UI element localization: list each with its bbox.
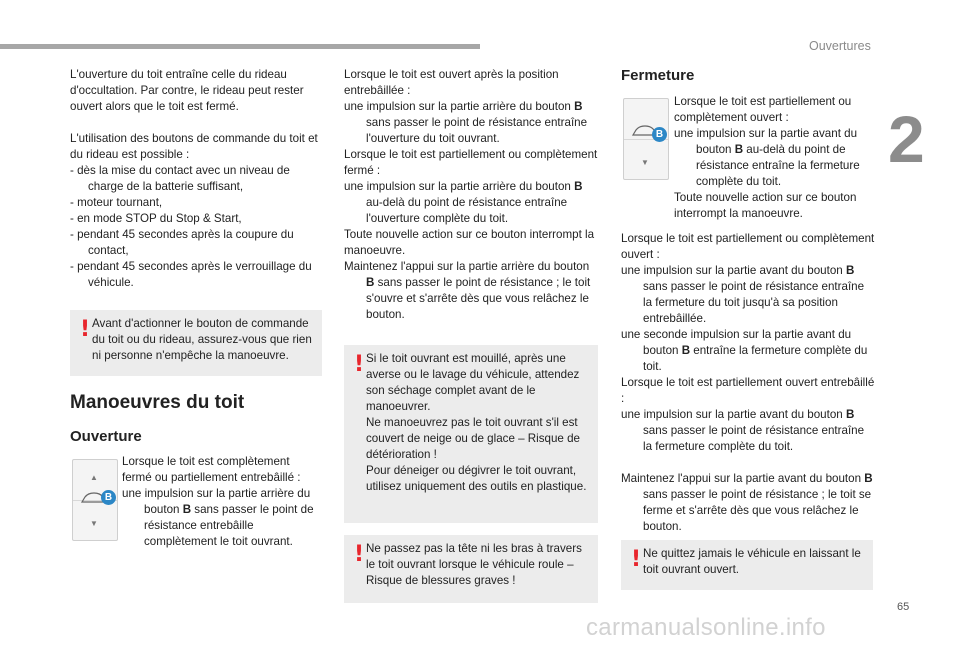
page-heading: Manoeuvres du toit <box>70 392 245 413</box>
list-item: - en mode STOP du Stop & Start, <box>70 212 242 225</box>
paragraph: L'ouverture du toit entraîne celle du rideau d'occultation. Par contre, le rideau peut rester ouvert alors que le toit est fermé. <box>70 68 304 113</box>
warning-icon: ! <box>80 317 91 342</box>
column-2 <box>344 67 598 323</box>
list-item: Maintenez l'appui sur la partie avant du bouton B sans passer le point de résistance ; le toit se ferme et s'arrête dès que vous relâchez le bouton. <box>621 472 873 533</box>
paragraph: Lorsque le toit est partiellement ou complètement fermé : <box>344 148 598 177</box>
paragraph: Lorsque le toit est partiellement ou complètement ouvert : <box>621 232 875 261</box>
paragraph: Toute nouvelle action sur ce bouton interrompt la manoeuvre. <box>344 228 595 257</box>
arrow-down-icon: ▼ <box>641 158 649 167</box>
header-bar <box>0 44 480 49</box>
roof-switch-icon <box>72 459 118 541</box>
warning-icon: ! <box>354 542 365 567</box>
closing-instructions <box>674 94 874 222</box>
subheading-closing: Fermeture <box>621 67 695 84</box>
column-3 <box>621 231 875 535</box>
warning-box <box>621 540 873 590</box>
arrow-down-icon: ▼ <box>90 519 98 528</box>
paragraph: L'utilisation des boutons de commande du toit et du rideau est possible : <box>70 132 318 161</box>
list-item: une impulsion sur la partie arrière du bouton B sans passer le point de résistance entrebâille complètement le toit ouvrant. <box>122 487 314 548</box>
subheading-opening: Ouverture <box>70 428 142 445</box>
warning-icon: ! <box>631 547 642 572</box>
warning-box <box>344 535 598 603</box>
opening-instructions <box>122 454 322 550</box>
paragraph: Lorsque le toit est partiellement ouvert entrebâillé : <box>621 376 875 405</box>
paragraph: Lorsque le toit est complètement fermé ou partiellement entrebâillé : <box>122 455 301 484</box>
roof-switch-icon <box>623 98 669 180</box>
list-item: Maintenez l'appui sur la partie arrière du bouton B sans passer le point de résistance ; le toit s'ouvre et s'arrête dès que vous relâchez le bouton. <box>344 260 591 321</box>
page-number: 65 <box>897 601 910 613</box>
list-item: une impulsion sur la partie arrière du bouton B au-delà du point de résistance entraîne l'ouverture complète du toit. <box>344 180 583 225</box>
button-b-badge: B <box>652 127 667 142</box>
chapter-number: 2 <box>888 102 925 176</box>
column-1 <box>70 67 322 291</box>
list-item: une impulsion sur la partie avant du bouton B au-delà du point de résistance entraîne la fermeture complète du toit. <box>674 127 860 188</box>
list-item: - dès la mise du contact avec un niveau de charge de la batterie suffisant, <box>70 164 290 193</box>
warning-text: Ne quittez jamais le véhicule en laissant le toit ouvrant ouvert. <box>643 547 861 576</box>
warning-box <box>70 310 322 376</box>
watermark: carmanualsonline.info <box>586 614 826 641</box>
arrow-up-icon: ▲ <box>90 473 98 482</box>
paragraph: Toute nouvelle action sur ce bouton interrompt la manoeuvre. <box>674 191 857 220</box>
warning-text: Ne passez pas la tête ni les bras à travers le toit ouvrant lorsque le véhicule roule – Risque de blessures graves ! <box>366 542 582 587</box>
list-item: une impulsion sur la partie avant du bouton B sans passer le point de résistance entraîne la fermeture complète du toit. <box>621 408 865 453</box>
warning-text: Si le toit ouvrant est mouillé, après une averse ou le lavage du véhicule, attendez son séchage complet avant de le manoeuvrer. Ne manoeuvrez pas le toit ouvrant s'il est couvert de neige ou de glace – Risque de détérioration ! Pour déneiger ou dégivrer le toit ouvrant, utilisez uniquement des outils en plastique. <box>366 352 587 493</box>
conditions-list <box>70 163 322 291</box>
list-item: une impulsion sur la partie arrière du bouton B sans passer le point de résistance entraîne l'ouverture du toit ouvrant. <box>344 100 588 145</box>
list-item: - moteur tournant, <box>70 196 163 209</box>
list-item: une seconde impulsion sur la partie avant du bouton B entraîne la fermeture complète du toit. <box>621 328 868 373</box>
list-item: - pendant 45 secondes après la coupure du contact, <box>70 228 294 257</box>
warning-box <box>344 345 598 523</box>
paragraph: Lorsque le toit est ouvert après la position entrebâillée : <box>344 68 559 97</box>
paragraph: Lorsque le toit est partiellement ou complètement ouvert : <box>674 95 852 124</box>
list-item: - pendant 45 secondes après le verrouillage du véhicule. <box>70 260 312 289</box>
warning-text: Avant d'actionner le bouton de commande du toit ou du rideau, assurez-vous que rien ni personne n'empêche la manoeuvre. <box>92 317 312 362</box>
section-title: Ouvertures <box>809 39 871 53</box>
button-b-badge: B <box>101 490 116 505</box>
list-item: une impulsion sur la partie avant du bouton B sans passer le point de résistance entraîne la fermeture du toit jusqu'à sa position entrebâillée. <box>621 264 865 325</box>
warning-icon: ! <box>354 352 365 377</box>
